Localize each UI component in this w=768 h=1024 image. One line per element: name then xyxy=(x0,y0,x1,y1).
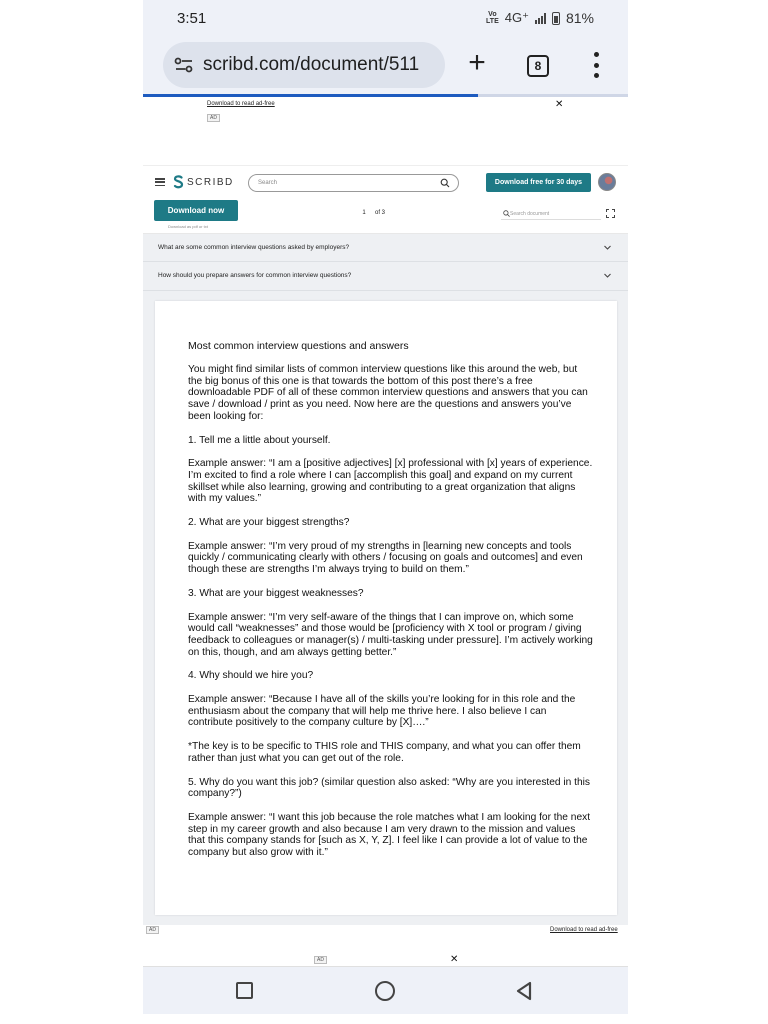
document-body xyxy=(188,364,593,859)
document-paragraph: *The key is to be specific to THIS role and THIS company, and what you can offer them rather than just what you can get out of the role. xyxy=(188,741,581,764)
document-toolbar xyxy=(143,198,628,234)
document-paragraph: 3. What are your biggest weaknesses? xyxy=(188,587,364,599)
status-time: 3:51 xyxy=(177,9,207,27)
document-title: Most common interview questions and answers xyxy=(188,340,409,352)
browser-toolbar xyxy=(143,36,628,96)
document-paragraph: Example answer: “I want this job because the role matches what I am looking for the next step in my career growth and also because I am very drawn to the mission and values that this company stands for [such as X, Y, Z]. I feel like I can provide a lot of value to the company but also grow with it.” xyxy=(188,811,591,859)
ad-badge: AD xyxy=(314,956,327,964)
document-paragraph: 1. Tell me a little about yourself. xyxy=(188,434,331,446)
site-settings-icon[interactable] xyxy=(173,54,195,76)
document-paragraph: 4. Why should we hire you? xyxy=(188,670,314,682)
faq-question: How should you prepare answers for common interview questions? xyxy=(158,272,352,279)
chevron-down-icon[interactable] xyxy=(603,243,612,252)
document-viewer[interactable] xyxy=(143,291,628,925)
document-paragraph: 5. Why do you want this job? (similar question also asked: “Why are you interested in this company?”) xyxy=(188,776,591,800)
phone-screen xyxy=(143,0,628,1024)
document-paragraph: You might find similar lists of common interview questions like this around the web, but the big bonus of this one is that towards the bottom of this post there’s a free downloadable PDF of all of these common interview questions and answers that you can save / download / print as you need. Now here are the questions and answers you’ve been looking for: xyxy=(188,364,588,422)
fullscreen-icon[interactable] xyxy=(606,209,615,218)
volte-icon: Vo LTE xyxy=(486,11,499,25)
network-type: 4G⁺ xyxy=(504,10,529,25)
document-paragraph: 2. What are your biggest strengths? xyxy=(188,517,350,529)
url-text: scribd.com/document/511 xyxy=(203,54,420,75)
bottom-ad-banner xyxy=(143,925,628,967)
close-ad-icon[interactable]: ✕ xyxy=(555,99,564,110)
avatar[interactable] xyxy=(598,173,616,191)
address-bar[interactable] xyxy=(163,42,445,88)
search-icon[interactable] xyxy=(440,178,450,188)
back-icon[interactable] xyxy=(514,981,534,1001)
top-ad-banner xyxy=(143,97,628,165)
download-ad-free-link[interactable]: Download to read ad-free xyxy=(550,927,618,933)
search-input[interactable] xyxy=(248,174,459,192)
scribd-logo-text: SCRIBD xyxy=(187,176,234,188)
system-nav-bar xyxy=(143,967,628,1014)
home-icon[interactable] xyxy=(375,981,395,1001)
document-paragraph: Example answer: “Because I have all of the skills you’re looking for in this role and the enthusiasm about the company that will help me thrive here. I also believe I can contribute positively to the company culture by [X]….” xyxy=(188,694,576,729)
search-placeholder: Search xyxy=(258,180,278,186)
signal-icon xyxy=(535,13,546,24)
close-ad-icon[interactable]: ✕ xyxy=(450,954,459,965)
faq-question: What are some common interview questions asked by employers? xyxy=(158,244,350,251)
page-number-input[interactable]: 1 xyxy=(362,210,366,216)
status-bar xyxy=(143,0,628,36)
scribd-logo[interactable] xyxy=(173,175,234,189)
document-paragraph: Example answer: “I am a [positive adjectives] [x] professional with [x] years of experience. I’m excited to find a role where I can [accomplish this goal] and expand on my current skillset while also learning, growing and contributing to a great organization that aligns with my values.” xyxy=(188,458,593,505)
download-format-note: Download as pdf or txt xyxy=(168,224,208,229)
battery-percent: 81% xyxy=(565,10,594,26)
status-icons xyxy=(486,10,594,26)
tab-switcher-button[interactable]: 8 xyxy=(527,55,549,77)
recent-apps-icon[interactable] xyxy=(236,982,253,999)
hamburger-menu-icon[interactable] xyxy=(155,178,165,186)
faq-item-1[interactable] xyxy=(143,234,628,262)
battery-icon xyxy=(552,12,560,25)
more-menu-icon[interactable] xyxy=(591,52,601,78)
download-now-button[interactable]: Download now xyxy=(154,200,238,221)
scribd-logo-icon xyxy=(173,175,184,189)
download-ad-free-link[interactable]: Download to read ad-free xyxy=(207,101,275,107)
chevron-down-icon[interactable] xyxy=(603,271,612,280)
document-page xyxy=(155,301,617,915)
download-free-button[interactable]: Download free for 30 days xyxy=(486,173,591,192)
document-paragraph: Example answer: “I’m very self-aware of the things that I can improve on, which some would call “weaknesses” and those would be [proficiency with X tool or program / giving feedback to colleagues or manager(s) / multi-tasking under pressure]. I’m actively working on this, though, and am always getting better.” xyxy=(188,611,593,658)
ad-badge: AD xyxy=(207,114,220,122)
document-search-input[interactable]: Search document xyxy=(501,208,601,220)
faq-item-2[interactable] xyxy=(143,262,628,291)
scribd-header xyxy=(143,165,628,198)
document-paragraph: Example answer: “I’m very proud of my strengths in [learning new concepts and tools quickly / communicating clearly with others / focusing on goals and outcomes] and even though these are strengths I’m always trying to build on them.” xyxy=(188,540,583,576)
new-tab-button[interactable]: + xyxy=(468,46,486,79)
page-total: of 3 xyxy=(375,210,386,216)
ad-badge: AD xyxy=(146,926,159,934)
